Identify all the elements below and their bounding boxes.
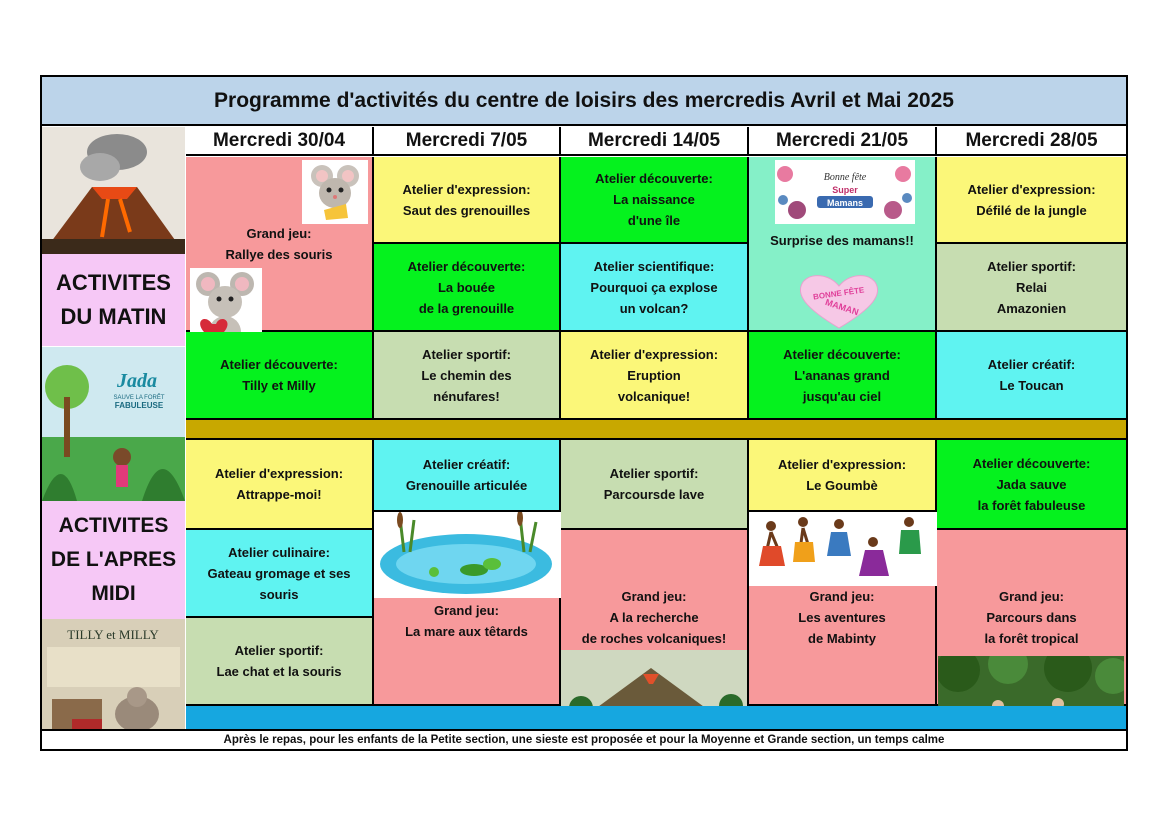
morning-label (42, 254, 185, 346)
frog-pond-image (374, 512, 557, 598)
activity-type: Grand jeu: (246, 225, 312, 241)
morning-d5-creatif (937, 332, 1126, 420)
activity-title-line2: nénufares! (433, 388, 500, 404)
activity-title-line2: souris (259, 586, 299, 602)
afternoon-label (42, 501, 185, 619)
activity-title: Relai (1015, 279, 1048, 295)
activity-title: La bouée (437, 279, 496, 295)
afternoon-d1-sportif (186, 618, 374, 706)
activity-title-line2: d'une île (627, 213, 681, 228)
day-header-2: Mercredi 7/05 (374, 127, 561, 156)
activity-title: Défilé de la jungle (976, 202, 1087, 218)
day-header-5: Mercredi 28/05 (937, 127, 1126, 156)
activity-title-line2: de Mabinty (808, 631, 876, 646)
activity-title: Pourquoi ça explose (590, 279, 718, 295)
morning-d5-sportif (937, 244, 1126, 332)
activity-title: Attrappe-moi! (236, 487, 322, 502)
activity-title-line2: de la grenouille (418, 300, 515, 316)
morning-d3-expression (561, 332, 749, 420)
activity-type: Atelier sportif: (609, 466, 699, 481)
day-header-3: Mercredi 14/05 (561, 127, 749, 156)
activity-title: Eruption (627, 367, 681, 383)
afternoon-d3-sportif (561, 440, 749, 530)
activity-title: Gateau gromage et ses (207, 565, 351, 581)
morning-d3-decouverte (561, 157, 749, 244)
activity-title: Saut des grenouilles (402, 202, 531, 218)
activity-title-line2: la forêt tropical (984, 631, 1079, 646)
activity-title: Le chemin des (421, 367, 512, 383)
activity-type: Atelier sportif: (234, 643, 324, 658)
heart-maman-image (795, 272, 883, 330)
afternoon-d1-expression (186, 440, 374, 530)
activity-title: Grenouille articulée (405, 478, 528, 493)
morning-label-line1: ACTIVITES (56, 270, 171, 295)
activity-title: Parcoursde lave (603, 487, 705, 502)
activity-title-line2: jusqu'au ciel (802, 388, 882, 404)
activity-title-line2: de roches volcaniques! (581, 631, 727, 646)
afternoon-d2-grand-jeu (374, 598, 561, 706)
morning-d2-expression (374, 157, 561, 244)
heart-text2: MAMAN (823, 297, 860, 318)
activity-title: La mare aux têtards (405, 624, 528, 639)
card-text2: Super (832, 185, 858, 195)
activity-title: Tilly et Milly (242, 378, 316, 393)
activity-type: Atelier d'expression: (777, 457, 907, 472)
morning-d2-sportif (374, 332, 561, 420)
jada-book-title: Jada (117, 370, 157, 392)
activity-title: Surprise des mamans!! (770, 232, 914, 248)
morning-d4-decouverte (749, 332, 937, 420)
mouse-cheese-image (302, 160, 368, 224)
activity-title: La naissance (613, 192, 695, 207)
activity-title: A la recherche (609, 610, 699, 625)
activity-title-line2: volcanique! (617, 388, 691, 404)
activity-title-line2: la forêt fabuleuse (977, 497, 1086, 513)
activity-title: Jada sauve (996, 476, 1067, 492)
activity-title: Parcours dans (986, 610, 1077, 625)
activity-type: Atelier culinaire: (228, 544, 330, 560)
morning-label-line2: DU MATIN (60, 304, 167, 329)
activity-type: Grand jeu: (998, 589, 1064, 604)
activity-type: Atelier sportif: (987, 258, 1076, 274)
activity-type: Atelier créatif: (422, 457, 511, 472)
activity-type: Grand jeu: (621, 589, 687, 604)
afternoon-label-line1: ACTIVITES (58, 514, 169, 537)
morning-d2-decouverte (374, 244, 561, 332)
afternoon-d5-decouverte (937, 440, 1126, 530)
activity-type: Grand jeu: (809, 589, 875, 604)
tilly-book-title: TILLY et MILLY (67, 627, 159, 642)
activity-type: Atelier d'expression: (402, 181, 531, 197)
afternoon-d1-culinaire (186, 530, 374, 618)
activity-type: Atelier d'expression: (214, 466, 344, 481)
bottom-bar (186, 706, 1126, 729)
volcano-illustration (42, 127, 185, 254)
activity-type: Atelier d'expression: (589, 346, 719, 362)
morning-d5-expression (937, 157, 1126, 244)
day-header-4: Mercredi 21/05 (749, 127, 937, 156)
activity-title: Le Goumbè (806, 478, 878, 493)
midday-divider (186, 420, 1126, 440)
activity-type: Atelier découverte: (972, 455, 1091, 471)
activity-type: Atelier découverte: (783, 346, 901, 362)
afternoon-d2-creatif (374, 440, 561, 512)
activity-title-line2: un volcan? (619, 300, 689, 316)
day-header-1: Mercredi 30/04 (186, 127, 374, 156)
activity-title-line2: Amazonien (996, 300, 1067, 316)
footer-note: Après le repas, pour les enfants de la Petite section, une sieste est proposée et pour la Moyenne et Grande section, un temps calme (42, 729, 1126, 749)
jada-book-cover (42, 347, 185, 501)
afternoon-d4-grand-jeu (749, 586, 937, 706)
activity-title: L'ananas grand (794, 367, 890, 383)
page-title: Programme d'activités du centre de loisirs des mercredis Avril et Mai 2025 (42, 77, 1126, 126)
morning-d1-decouverte (186, 332, 374, 420)
activity-type: Atelier découverte: (407, 258, 526, 274)
jada-book-subtitle2: FABULEUSE (114, 401, 164, 410)
activity-type: Atelier scientifique: (593, 258, 715, 274)
dancers-image (751, 512, 931, 586)
activity-type: Atelier découverte: (595, 171, 713, 186)
activity-title: Le Toucan (999, 378, 1064, 393)
afternoon-label-line3: MIDI (91, 582, 136, 605)
activity-type: Atelier sportif: (422, 346, 511, 362)
activity-title: Lae chat et la souris (216, 664, 342, 679)
activity-title: Les aventures (798, 610, 886, 625)
jada-book-subtitle1: SAUVE LA FORÊT (113, 395, 165, 401)
card-text1: Bonne fête (823, 172, 867, 183)
heart-text1: BONNE FÊTE (812, 285, 865, 302)
mothers-day-card (775, 160, 915, 224)
activity-title: Rallye des souris (225, 246, 333, 262)
activity-type: Atelier créatif: (987, 357, 1076, 372)
activity-type: Grand jeu: (433, 603, 499, 618)
afternoon-label-line2: DE L'APRES (50, 548, 177, 571)
card-text3: Mamans (826, 198, 864, 208)
morning-d3-scientifique (561, 244, 749, 332)
activity-type: Atelier d'expression: (967, 181, 1096, 197)
afternoon-d4-expression (749, 440, 937, 512)
activity-type: Atelier découverte: (220, 357, 338, 372)
